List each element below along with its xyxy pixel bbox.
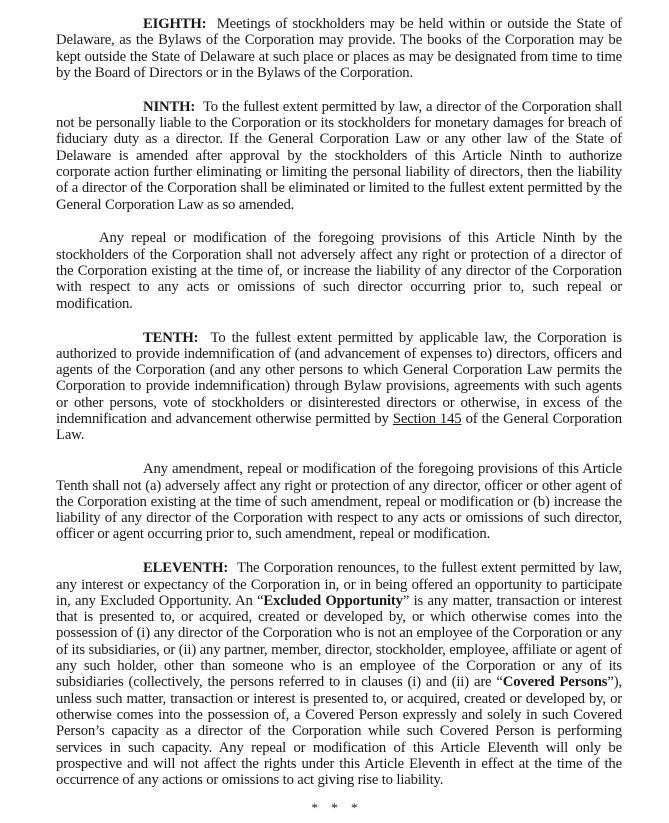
article-heading: NINTH:	[143, 98, 196, 115]
defined-term-covered-persons: Covered Persons	[502, 674, 608, 691]
article-text: of the General Corporation Law.	[56, 411, 622, 444]
end-of-section-marker: * * *	[311, 800, 358, 815]
article-eighth	[56, 16, 622, 81]
article-ninth-followup: Any repeal or modification of the foregoing provisions of this Article Ninth by the stockholders of the Corporation shall not adversely affect any right or protection of a director of the Corporation existing at the time of, or increase the liability of any director of the Corporation with respect to any acts or omissions of such director occurring prior to, such repeal or modification.	[56, 230, 622, 312]
article-ninth	[56, 99, 622, 213]
defined-term-excluded-opportunity: Excluded Opportunity	[263, 592, 403, 609]
article-tenth	[56, 330, 622, 444]
article-text: Meetings of stockholders may be held within or outside the State of Delaware, as the Bylaws of the Corporation may provide. The books of the Corporation may be kept outside the State of Delaware at such place or places as may be designated from time to time by the Board of Directors or in the Bylaws of the Corporation.	[56, 16, 623, 81]
article-text: To the fullest extent permitted by applicable law, the Corporation is authorized to provide indemnification of (and advancement of expenses to) directors, officers and agents of the Corporation (and any other persons to which General Corporation Law permits the Corporation to provide indemnification) through Bylaw provisions, agreements with such agents or other persons, vote of stockholders or disinterested directors or otherwise, in excess of the indemnification and advancement otherwise permitted by	[56, 329, 622, 428]
article-text: The Corporation renounces, to the fullest extent permitted by law, any interest or expectancy of the Corporation in, or in being offered an opportunity to participate in, any Excluded Opportunity. An “	[56, 560, 623, 609]
article-text: ”), unless such matter, transaction or interest is presented to, or acquired, created or developed by, or otherwise comes into the possession of, a Covered Person expressly and solely in such Covered Person’s capacity as a director of the Corporation while such Covered Person is performing services in such capacity. Any repeal or modification of this Article Eleventh will only be prospective and will not affect the rights under this Article Eleventh in effect at the time of the occurrence of any actions or omissions to act giving rise to liability.	[56, 674, 622, 789]
document-body	[56, 16, 622, 806]
article-eleventh	[56, 560, 622, 788]
article-tenth-followup: Any amendment, repeal or modification of the foregoing provisions of this Article Tenth shall not (a) adversely affect any right or protection of any director, officer or other agent of the Corporation existing at the time of such amendment, repeal or modification or (b) increase the liability of any director of the Corporation with respect to any acts or omissions of such director, officer or agent occurring prior to, such amendment, repeal or modification.	[56, 461, 622, 543]
article-heading: EIGHTH:	[143, 16, 207, 32]
article-text: ” is any matter, transaction or interest that is presented to, or acquired, created or developed by, or which otherwise comes into the possession of (i) any director of the Corporation who is not an employee of the Corporation or any of its subsidiaries, or (ii) any partner, member, director, stockholder, employee, affiliate or agent of any such holder, other than someone who is an employee of the Corporation or any of its subsidiaries (collectively, the persons referred to in clauses (i) and (ii) are “	[56, 592, 622, 691]
article-heading: TENTH:	[143, 329, 199, 346]
article-text: To the fullest extent permitted by law, a director of the Corporation shall not be personally liable to the Corporation or its stockholders for monetary damages for breach of fiduciary duty as a director. If the General Corporation Law or any other law of the State of Delaware is amended after approval by the stockholders of this Article Ninth to authorize corporate action further eliminating or limiting the personal liability of directors, then the liability of a director of the Corporation shall be eliminated or limited to the fullest extent permitted by the General Corporation Law as so amended.	[56, 98, 623, 213]
article-heading: ELEVENTH:	[143, 560, 229, 577]
section-145-reference: Section 145	[392, 411, 462, 428]
